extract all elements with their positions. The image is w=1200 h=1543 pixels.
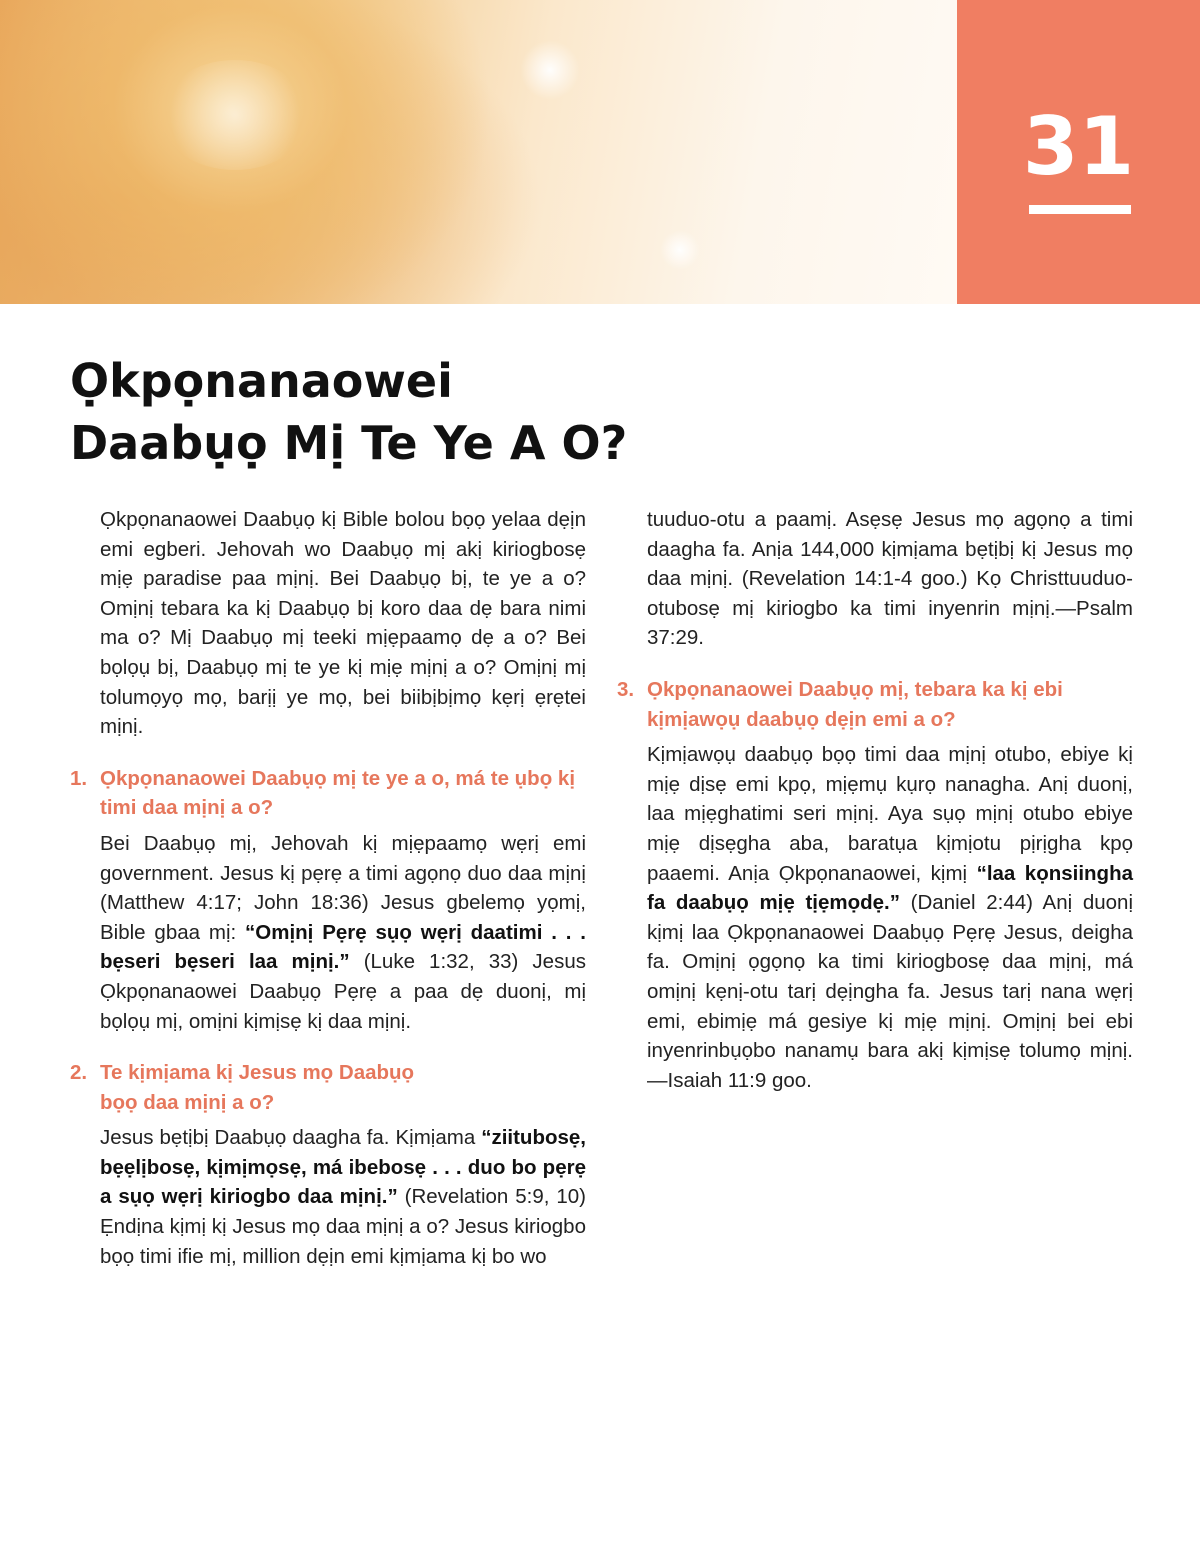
chapter-number-underline [1029, 205, 1131, 214]
intro-paragraph: Ọkpọnanaowei Daabụọ kị Bible bolou bọọ yelaa dẹịn emi egberi. Jehovah wo Daabụọ mị akị kiriogbosẹ mịẹ paradise paa mịnị. Bei Daabụọ bị, te ye a o? Omịnị tebara ka kị Daabụọ bị koro daa dẹ bara nimi ma o? Mị Daabụọ mị teeki mịẹpaamọ dẹ a o? Bei bọlọụ bị, Daabụọ mị te ye kị mịẹ mịnị a o? Omịnị mị tolumọyọ mọ, barịị ye mọ, bei biibịbịmọ kẹrị ẹrẹtei mịnị. [100, 508, 586, 739]
section-1-paragraph [100, 829, 586, 1036]
section-2-text-a: Jesus bẹtịbị Daabụọ daagha fa. Kịmịama [100, 1126, 482, 1150]
section-3-number: 3. [617, 677, 635, 701]
section-1-text-a: Bei Daabụọ mị, Jehovah kị mịẹpaamọ wẹrị emi government. Jesus kị pẹrẹ a timi agọnọ duo daa mịnị (Matthew 4:17; John 18:36) Jesus gbelemọ yọmị, Bible gbaa mị: [100, 831, 586, 944]
chapter-number-box [957, 0, 1200, 304]
right-column [617, 505, 1133, 1117]
section-2-question-text: Te kịmịama kị Jesus mọ Daabụọ bọọ daa mịnị a o? [100, 1061, 415, 1114]
chapter-number: 31 [1022, 100, 1135, 193]
section-2-text-b: (Revelation 5:9, 10) Ẹndịna kịmị kị Jesus mọ daa mịnị a o? Jesus kiriogbo bọọ timi ifie mị, million dẹịn emi kịmịama kị bo wo [100, 1185, 586, 1268]
light-flare [660, 230, 700, 270]
left-column [70, 505, 586, 1271]
light-flare [520, 40, 580, 100]
section-3-question [617, 675, 1133, 734]
page-title [70, 350, 770, 474]
section-3-quote: “laa kọnsiingha fa daabụọ mịẹ tịẹmọdẹ.” [647, 861, 1133, 915]
section-2-quote: “ziitubosẹ, bẹẹlịbosẹ, kịmịmọsẹ, má ibebosẹ . . . duo bo pẹrẹ a sụọ wẹrị kiriogbo daa mịnị.” [100, 1126, 586, 1209]
section-3-question-text: Ọkpọnanaowei Daabụọ mị, tebara ka kị ebi kịmịawọụ daabụọ dẹịn emi a o? [647, 677, 1063, 731]
section-1-question-text: Ọkpọnanaowei Daabụọ mị te ye a o, má te ụbọ kị timi daa mịnị a o? [100, 766, 576, 820]
section-1-number: 1. [70, 766, 88, 790]
section-1-text-b: (Luke 1:32, 33) Jesus Ọkpọnanaowei Daabụọ Pẹrẹ a paa dẹ duonị, mị bọlọụ mị, omịni kịmịsẹ kị daa mịnị. [100, 950, 586, 1033]
section-1-quote: “Omịnị Pẹrẹ sụọ wẹrị daatimi . . . bẹseri bẹseri laa mịnị.” [100, 920, 586, 974]
page-title-line-1: Ọkpọnanaowei [70, 354, 453, 408]
section-2-question [70, 1058, 586, 1117]
light-flare [160, 60, 310, 170]
page-title-line-2: Daabụọ Mị Te Ye A O? [70, 416, 628, 470]
section-3-text-b: (Daniel 2:44) Anị duonị kịmị laa Ọkpọnanaowei Daabụọ Pẹrẹ Jesus, deigha fa. Omịnị ọgọnọ ka timi kiriogbosẹ daa mịnị, má omịnị kẹnị-otu tarị dẹịngha fa. Jesus tarị nana wẹrị emi, ebimịẹ má gesiye kị mịẹ mịnị. Omịnị bei ebi inyenrinbụọbo nanamụ bara akị kịmịsẹ tolumọ mịnị.—Isaiah 11:9 goo. [647, 891, 1134, 1092]
header-image [0, 0, 957, 304]
section-2-paragraph-continued [647, 505, 1133, 653]
section-3-paragraph [647, 740, 1133, 1095]
section-2-paragraph [100, 1123, 586, 1271]
section-2-number: 2. [70, 1061, 88, 1085]
section-1-question [70, 764, 586, 823]
section-2-text-c: tuuduo-otu a paamị. Asẹsẹ Jesus mọ agọnọ a timi daagha fa. Anịa 144,000 kịmịama bẹtịbị kị Jesus mọ daa mịnị. (Revelation 14:1-4 goo.) Kọ Christtuuduo-otubosẹ mị kiriogbo ka timi inyenrin mịnị.—Psalm 37:29. [647, 508, 1133, 650]
section-3-text-a: Kịmịawọụ daabụọ bọọ timi daa mịnị otubo, ebiye kị mịẹ dịsẹ emi kpọ, mịẹmụ kụrọ nanagha. Anị duonị, laa mịẹghatimi seri mịnị. Aya sụọ mịnị otubo ebiye mịẹ dịsẹgha aba, baratụa kịmịotu pịrịgha kpọ paaemi. Anịa Ọkpọnanaowei, kịmị [647, 743, 1133, 885]
